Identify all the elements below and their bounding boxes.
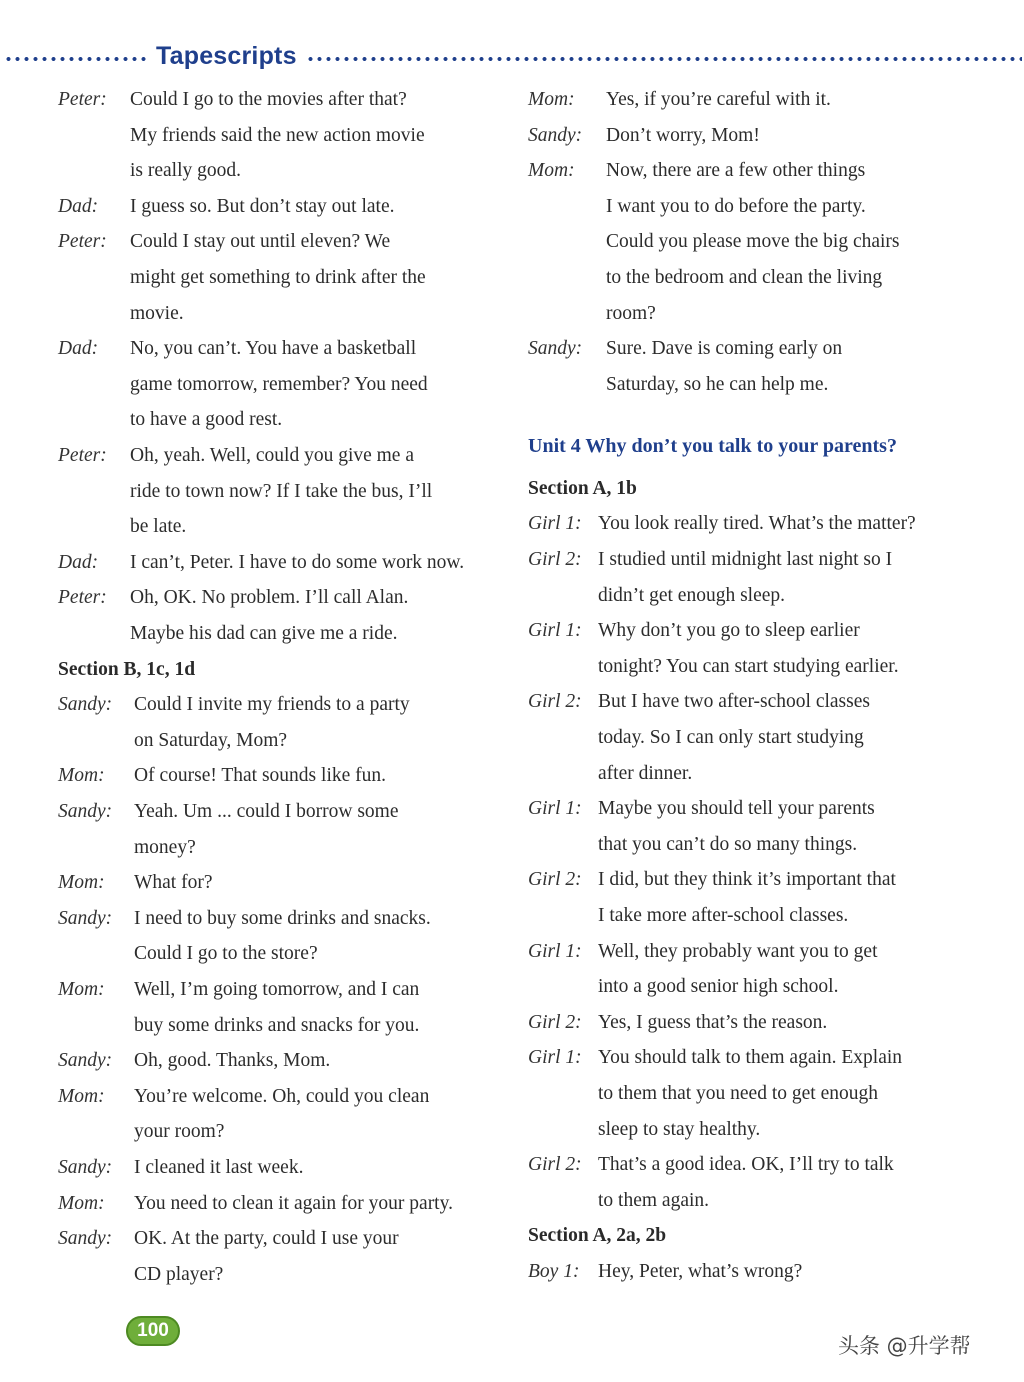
- dialogue-line: [58, 580, 498, 616]
- dialogue-text: Could I go to the store?: [134, 943, 318, 964]
- speaker-label: Boy 1:: [528, 1261, 580, 1282]
- dialogue-line: [58, 224, 498, 260]
- speaker-label: Peter:: [58, 587, 107, 608]
- dialogue-text: What for?: [134, 872, 213, 893]
- speaker-label: Girl 2:: [528, 869, 582, 890]
- speaker-label: Sandy:: [58, 1050, 113, 1071]
- dialogue-text: after dinner.: [598, 763, 693, 784]
- page-title: Tapescripts: [156, 42, 297, 70]
- dialogue-text: I studied until midnight last night so I: [598, 549, 893, 570]
- dialogue-text: No, you can’t. You have a basketball: [130, 338, 417, 359]
- dialogue-text: didn’t get enough sleep.: [598, 585, 786, 606]
- dialogue-text: I did, but they think it’s important that: [598, 869, 896, 890]
- speaker-label: Girl 1:: [528, 798, 582, 819]
- dialogue-line: [58, 438, 498, 474]
- dialogue-text: Could I go to the movies after that?: [130, 89, 407, 110]
- speaker-label: Mom:: [58, 765, 105, 786]
- dialogue-text: I cleaned it last week.: [134, 1157, 304, 1178]
- section-heading: Section A, 1b: [528, 478, 637, 499]
- dialogue-line: [528, 720, 968, 756]
- dialogue-text: is really good.: [130, 160, 242, 181]
- dialogue-text: I take more after-school classes.: [598, 905, 849, 926]
- speaker-label: Girl 1:: [528, 1047, 582, 1068]
- dialogue-text: You’re welcome. Oh, could you clean: [134, 1086, 430, 1107]
- dialogue-line: [528, 260, 968, 296]
- dialogue-text: I need to buy some drinks and snacks.: [134, 908, 431, 929]
- dialogue-line: [528, 506, 968, 542]
- dialogue-text: ride to town now? If I take the bus, I’ll: [130, 481, 433, 502]
- dialogue-text: Of course! That sounds like fun.: [134, 765, 387, 786]
- dialogue-line: [58, 189, 498, 225]
- dialogue-line: [58, 296, 498, 332]
- dialogue-text: Don’t worry, Mom!: [606, 125, 760, 146]
- section-heading: Section A, 2a, 2b: [528, 1225, 667, 1246]
- dialogue-line: [528, 82, 968, 118]
- speaker-label: Dad:: [58, 552, 99, 573]
- dialogue-text: Well, I’m going tomorrow, and I can: [134, 979, 420, 1000]
- speaker-label: Sandy:: [58, 1157, 113, 1178]
- dialogue-text: Well, they probably want you to get: [598, 941, 878, 962]
- dialogue-line: [528, 969, 968, 1005]
- speaker-label: Mom:: [528, 160, 575, 181]
- dialogue-line: [58, 794, 498, 830]
- dialogue-line: [528, 898, 968, 934]
- dialogue-line: [58, 1008, 498, 1044]
- dialogue-text: I guess so. But don’t stay out late.: [130, 196, 395, 217]
- dialogue-text: into a good senior high school.: [598, 976, 839, 997]
- dialogue-line: [58, 1079, 498, 1115]
- dialogue-line: [528, 934, 968, 970]
- dialogue-text: Now, there are a few other things: [606, 160, 866, 181]
- header-dots-left: [4, 56, 146, 62]
- dialogue-text: I can’t, Peter. I have to do some work now.: [130, 552, 465, 573]
- dialogue-line: [58, 82, 498, 118]
- dialogue-line: [58, 1150, 498, 1186]
- speaker-label: Girl 2:: [528, 691, 582, 712]
- dialogue-line: [58, 474, 498, 510]
- dialogue-text: CD player?: [134, 1264, 224, 1285]
- dialogue-text: Oh, OK. No problem. I’ll call Alan.: [130, 587, 409, 608]
- dialogue-text: on Saturday, Mom?: [134, 730, 288, 751]
- dialogue-line: [528, 1147, 968, 1183]
- dialogue-line: [528, 791, 968, 827]
- dialogue-line: [528, 224, 968, 260]
- speaker-label: Dad:: [58, 338, 99, 359]
- dialogue-line: [528, 189, 968, 225]
- dialogue-line: [58, 367, 498, 403]
- speaker-label: Sandy:: [528, 125, 583, 146]
- dialogue-line: [58, 1114, 498, 1150]
- dialogue-text: might get something to drink after the: [130, 267, 426, 288]
- dialogue-text: room?: [606, 303, 656, 324]
- dialogue-text: Saturday, so he can help me.: [606, 374, 829, 395]
- dialogue-line: [58, 153, 498, 189]
- dialogue-line: [528, 578, 968, 614]
- dialogue-text: You should talk to them again. Explain: [598, 1047, 903, 1068]
- dialogue-line: [58, 830, 498, 866]
- dialogue-line: [58, 118, 498, 154]
- speaker-label: Mom:: [58, 872, 105, 893]
- dialogue-text: Yes, I guess that’s the reason.: [598, 1012, 828, 1033]
- speaker-label: Peter:: [58, 89, 107, 110]
- dialogue-text: your room?: [134, 1121, 225, 1142]
- dialogue-line: [58, 616, 498, 652]
- speaker-label: Mom:: [58, 979, 105, 1000]
- dialogue-text: game tomorrow, remember? You need: [130, 374, 428, 395]
- dialogue-text: sleep to stay healthy.: [598, 1119, 761, 1140]
- dialogue-line: [58, 1221, 498, 1257]
- dialogue-line: [58, 509, 498, 545]
- dialogue-text: movie.: [130, 303, 184, 324]
- watermark: 头条 @升学帮: [838, 1334, 971, 1358]
- speaker-label: Girl 2:: [528, 1012, 582, 1033]
- dialogue-line: [58, 972, 498, 1008]
- dialogue-line: [528, 153, 968, 189]
- dialogue-text: to them again.: [598, 1190, 710, 1211]
- speaker-label: Girl 1:: [528, 513, 582, 534]
- dialogue-line: [528, 542, 968, 578]
- speaker-label: Sandy:: [58, 801, 113, 822]
- speaker-label: Sandy:: [58, 694, 113, 715]
- dialogue-line: [528, 862, 968, 898]
- dialogue-line: [528, 1076, 968, 1112]
- dialogue-text: My friends said the new action movie: [130, 125, 425, 146]
- dialogue-line: [58, 260, 498, 296]
- dialogue-text: Yeah. Um ... could I borrow some: [134, 801, 399, 822]
- speaker-label: Mom:: [58, 1086, 105, 1107]
- dialogue-text: Yes, if you’re careful with it.: [606, 89, 831, 110]
- speaker-label: Peter:: [58, 445, 107, 466]
- dialogue-line: [528, 118, 968, 154]
- dialogue-line: [58, 1186, 498, 1222]
- speaker-label: Girl 2:: [528, 1154, 582, 1175]
- dialogue-text: tonight? You can start studying earlier.: [598, 656, 899, 677]
- speaker-label: Mom:: [58, 1193, 105, 1214]
- speaker-label: Mom:: [528, 89, 575, 110]
- dialogue-text: today. So I can only start studying: [598, 727, 864, 748]
- dialogue-line: [58, 758, 498, 794]
- speaker-label: Sandy:: [58, 1228, 113, 1249]
- speaker-label: Sandy:: [58, 908, 113, 929]
- speaker-label: Sandy:: [528, 338, 583, 359]
- dialogue-text: Could I invite my friends to a party: [134, 694, 410, 715]
- dialogue-text: OK. At the party, could I use your: [134, 1228, 399, 1249]
- speaker-label: Girl 1:: [528, 620, 582, 641]
- tapescripts-header: [0, 40, 1024, 76]
- dialogue-line: [58, 865, 498, 901]
- dialogue-line: [528, 367, 968, 403]
- dialogue-text: Maybe you should tell your parents: [598, 798, 875, 819]
- dialogue-text: I want you to do before the party.: [606, 196, 866, 217]
- dialogue-text: buy some drinks and snacks for you.: [134, 1015, 420, 1036]
- dialogue-line: [58, 723, 498, 759]
- speaker-label: Girl 2:: [528, 549, 582, 570]
- dialogue-line: [58, 936, 498, 972]
- dialogue-text: Could you please move the big chairs: [606, 231, 900, 252]
- dialogue-line: [528, 1112, 968, 1148]
- dialogue-line: [58, 1257, 498, 1293]
- header-dots-right: [306, 56, 1022, 62]
- dialogue-line: [58, 1043, 498, 1079]
- page-number: 100: [126, 1316, 180, 1346]
- dialogue-text: Hey, Peter, what’s wrong?: [598, 1261, 803, 1282]
- dialogue-line: [58, 687, 498, 723]
- dialogue-text: to the bedroom and clean the living: [606, 267, 883, 288]
- dialogue-text: You need to clean it again for your party.: [134, 1193, 453, 1214]
- dialogue-text: But I have two after-school classes: [598, 691, 870, 712]
- dialogue-line: [528, 613, 968, 649]
- dialogue-text: that you can’t do so many things.: [598, 834, 858, 855]
- dialogue-line: [58, 545, 498, 581]
- dialogue-text: Oh, yeah. Well, could you give me a: [130, 445, 414, 466]
- dialogue-line: [528, 1040, 968, 1076]
- dialogue-text: Why don’t you go to sleep earlier: [598, 620, 860, 641]
- speaker-label: Dad:: [58, 196, 99, 217]
- dialogue-text: Sure. Dave is coming early on: [606, 338, 843, 359]
- dialogue-line: [528, 649, 968, 685]
- dialogue-line: [58, 901, 498, 937]
- unit-title: Unit 4 Why don’t you talk to your parents?: [528, 435, 897, 457]
- dialogue-line: [58, 331, 498, 367]
- dialogue-line: [528, 296, 968, 332]
- dialogue-line: [528, 756, 968, 792]
- dialogue-line: [58, 402, 498, 438]
- dialogue-line: [528, 684, 968, 720]
- dialogue-text: be late.: [130, 516, 187, 537]
- dialogue-text: money?: [134, 837, 196, 858]
- dialogue-text: to them that you need to get enough: [598, 1083, 878, 1104]
- speaker-label: Peter:: [58, 231, 107, 252]
- dialogue-text: Could I stay out until eleven? We: [130, 231, 391, 252]
- dialogue-text: That’s a good idea. OK, I’ll try to talk: [598, 1154, 894, 1175]
- dialogue-text: You look really tired. What’s the matter?: [598, 513, 916, 534]
- dialogue-line: [528, 827, 968, 863]
- dialogue-text: Maybe his dad can give me a ride.: [130, 623, 398, 644]
- dialogue-text: to have a good rest.: [130, 409, 283, 430]
- speaker-label: Girl 1:: [528, 941, 582, 962]
- section-heading: Section B, 1c, 1d: [58, 659, 196, 680]
- dialogue-line: [528, 331, 968, 367]
- dialogue-line: [528, 1183, 968, 1219]
- dialogue-text: Oh, good. Thanks, Mom.: [134, 1050, 331, 1071]
- dialogue-line: [528, 1005, 968, 1041]
- dialogue-line: [528, 1254, 968, 1290]
